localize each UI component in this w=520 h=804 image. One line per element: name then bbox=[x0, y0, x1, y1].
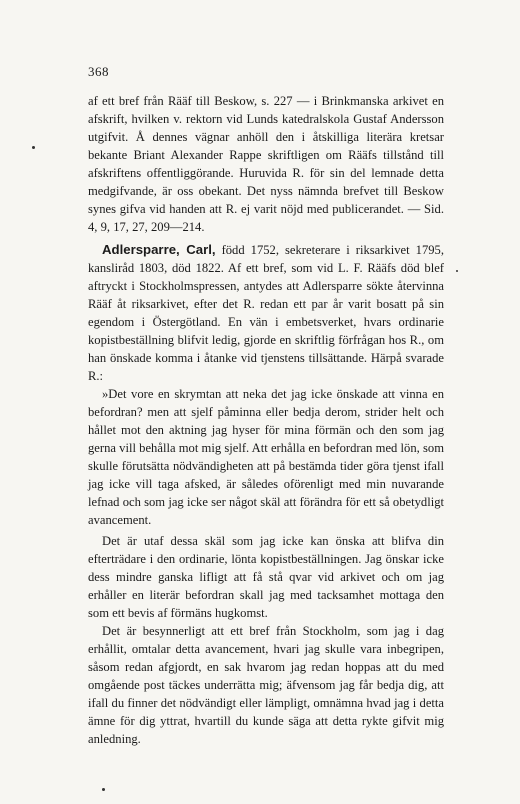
paragraph-rappe-note: af ett bref från Rääf till Beskow, s. 227 — i Brinkmanska arkivet en afskrift, hvilken v. rektorn vid Lunds katedralskola Gustaf Andersson utgifvit. Å dennes vägnar anhöll den i åtskilliga literära kretsar bekante Briant Alexander Rappe skriftligen om Rääfs tillstånd till afskriftens offentliggörande. Huruvida R. för sin del lemnade detta medgifvande, är oss obekant. Det nyss nämnda brefvet till Beskow synes gifva vid handen att R. ej varit nöjd med publicerandet. — Sid. 4, 9, 17, 27, 209—214. bbox=[88, 94, 444, 234]
margin-speck bbox=[102, 788, 105, 791]
margin-speck bbox=[32, 146, 35, 149]
page-number: 368 bbox=[88, 64, 109, 79]
paragraph-letter-quote-middle: Det är utaf dessa skäl som jag icke kan önska att blifva din efterträdare i den ordinarie, lönta kopistbeställningen. Jag önskar icke dess mindre ganska lifligt att få stå qvar vid arkivet och om jag erhåller en literär befordran skall jag med tacksamhet mottaga den som ett bevis af förmäns hugkomst. bbox=[88, 534, 444, 620]
paragraph-letter-quote-start: »Det vore en skrymtan att neka det jag icke önskade att vinna en befordran? men att sjelf påminna eller bedja derom, strider helt och hållet mot den aktning jag hyser för mina förmän och den som jag gerna vill behålla mot mig sjelf. Att erhålla en befordran med lön, som skulle förutsätta nödvändigheten att på bestämda tider göra tjenst ifall jag icke vill taga afsked, är således oförenligt med min nuvarande lefnad och som jag icke ser något skäl att förändra för ett så obetydligt avancement. bbox=[88, 387, 444, 527]
entry-text-adlersparre: född 1752, sekreterare i riksarkivet 1795, kanslіråd 1803, död 1822. Af ett bref, som vid L. F. Rääfs död blef aftryckt i Stockholmspressen, antydes att Adlersparre sökte återvinna Rääf åt riksarkivet, efter det R. redan ett par år varit bosatt på sin egendom i Östergötland. En vän i embetsverket, hvars ordinarie kopistbeställning blifvit ledig, gjorde en skriftlig förfrågan hos R., om han önskade komma i åtanke vid tjenstens tillsättande. Härpå svarade R.: bbox=[88, 243, 444, 383]
paragraph-adlersparre-entry bbox=[88, 241, 444, 385]
text-block-continuation bbox=[88, 92, 444, 236]
text-block-adlersparre bbox=[88, 241, 444, 529]
text-block-letter-middle bbox=[88, 532, 444, 622]
text-block-letter-end bbox=[88, 622, 444, 748]
entry-name-adlersparre: Adlersparre, Carl, bbox=[102, 242, 216, 257]
margin-speck bbox=[456, 270, 458, 272]
paragraph-letter-quote-end: Det är besynnerligt att ett bref från Stockholm, som jag i dag erhållit, omtalar detta avancement, hvari jag skulle vara inbegripen, såsom redan afgjordt, en sak hvarom jag redan hoppas att du med omgående post täckes underrätta mig; äfvensom jag får bedja dig, att ifall du finner det nödvändigt eller lämpligt, omnämna hvad jag i detta ämne för dig yttrat, hvartill du kunde säga att detta rykte gifvit mig anledning. bbox=[88, 624, 444, 746]
